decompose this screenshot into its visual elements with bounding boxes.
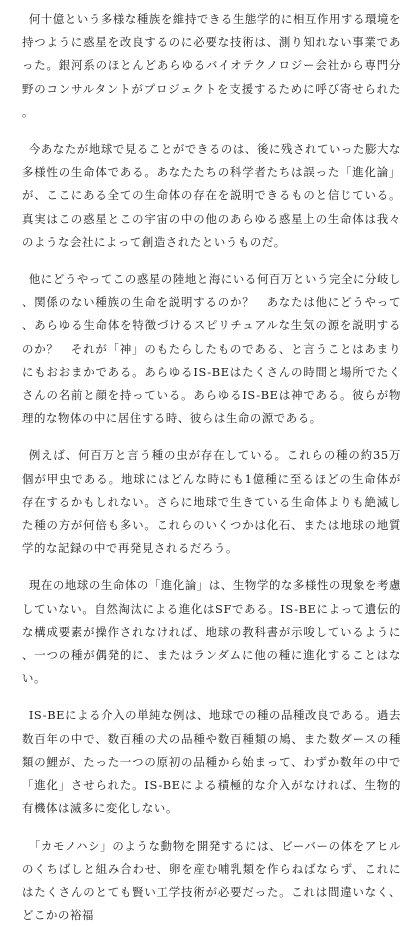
paragraph-6: IS-BEによる介入の単純な例は、地球での種の品種改良である。過去数百年の中で、数百種の犬の品種や数百種類の鳩、また数ダースの種類の鯉が、たった一つの原初の品種から始まって、わずか数年の中で「進化」させられた。IS-BEによる積極的な介入がなければ、生物的有機体は滅多に変化しない。 bbox=[22, 704, 401, 820]
paragraph-4: 例えば、何百万と言う種の虫が存在している。これらの種の約35万個が甲虫である。地球にはどんな時にも1億種に至るほどの生命体が存在するかもしれない。さらに地球で生きている生命体よりも絶滅した種の方が何倍も多い。これらのいくつかは化石、または地球の地質学的な記録の中で再発見されるだろう。 bbox=[22, 444, 401, 560]
paragraph-5: 現在の地球の生命体の「進化論」は、生物学的な多様性の現象を考慮していない。自然淘汰による進化はSFである。IS-BEによって遺伝的な構成要素が操作されなければ、地球の教科書が示唆しているように、一つの種が偶発的に、またはランダムに他の種に進化することはない。 bbox=[22, 574, 401, 690]
paragraph-3: 他にどうやってこの惑星の陸地と海にいる何百万という完全に分岐し、関係のない種族の生命を説明するのか？ あなたは他にどうやって、あらゆる生命体を特徴づけるスピリチュアルな生気の源を説明するのか？ それが「神」のもたらしたものである、と言うことはあまりにもおおまかである。あらゆるIS-BEはたくさんの時間と場所でたくさんの名前と顔を持っている。あらゆるIS-BEは神である。彼らが物理的な物体の中に居住する時、彼らは生命の源である。 bbox=[22, 268, 401, 430]
paragraph-2: 今あなたが地球で見ることができるのは、後に残されていった膨大な多様性の生命体である。あなたたちの科学者たちは誤った「進化論」が、ここにある全ての生命体の存在を説明できるものと信じている。真実はこの惑星とこの宇宙の中の他のあらゆる惑星上の生命体は我々のような会社によって創造されたというものだ。 bbox=[22, 138, 401, 254]
paragraph-1: 何十億という多様な種族を維持できる生態学的に相互作用する環境を持つように惑星を改良するのに必要な技術は、測り知れない事業であった。銀河系のほとんどあらゆるバイオテクノロジー会社から専門分野のコンサルタントがプロジェクトを支援するために呼び寄せられた。 bbox=[22, 8, 401, 124]
paragraph-7: 「カモノハシ」のような動物を開発するには、ビーバーの体をアヒルのくちばしと組み合わせ、卵を産む哺乳類を作らねばならず、これにはたくさんのとても賢い工学技術が必要だった。これは間違いなく、どこかの裕福 bbox=[22, 835, 401, 927]
